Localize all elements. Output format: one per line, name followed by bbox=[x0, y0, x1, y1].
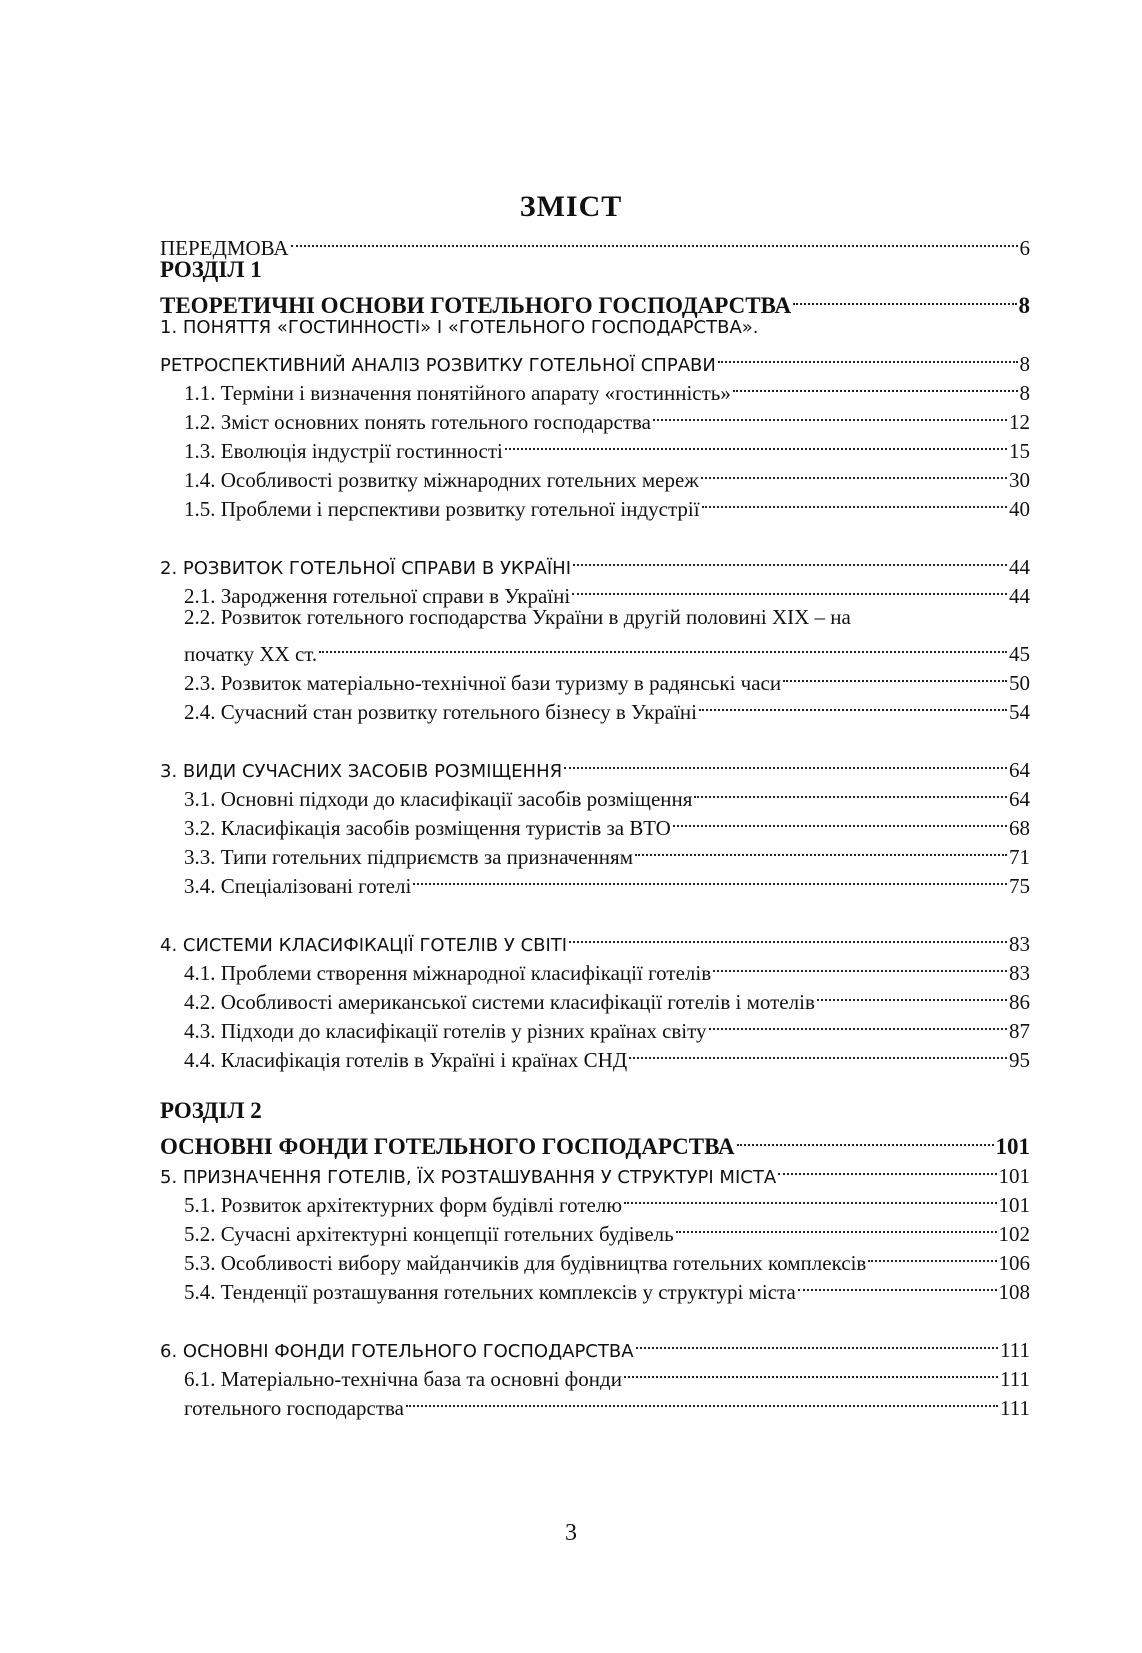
toc-entry-6-1-line1[interactable] bbox=[160, 1357, 1030, 1391]
dot-leader bbox=[713, 951, 1007, 980]
dot-leader bbox=[673, 806, 1007, 835]
entry-label: 6. ОСНОВНІ ФОНДИ ГОТЕЛЬНОГО ГОСПОДАРСТВА bbox=[160, 1341, 634, 1362]
entry-label: РОЗДІЛ 2 bbox=[160, 1098, 262, 1123]
dot-leader bbox=[569, 922, 1007, 951]
entry-page: 30 bbox=[1009, 468, 1030, 492]
entry-page: 111 bbox=[1000, 1396, 1030, 1420]
toc-entry-chapter-6[interactable] bbox=[160, 1328, 1030, 1362]
table-of-contents bbox=[160, 226, 1030, 1420]
dot-leader bbox=[709, 1009, 1007, 1038]
part-heading-1 bbox=[160, 255, 1030, 284]
dot-leader bbox=[406, 1386, 998, 1415]
toc-entry-1-3[interactable] bbox=[160, 429, 1030, 463]
toc-entry-1-1[interactable] bbox=[160, 371, 1030, 405]
entry-page: 111 bbox=[1000, 1367, 1030, 1391]
entry-label: 3.3. Типи готельних підприємств за призначенням bbox=[184, 845, 633, 869]
entry-page: 86 bbox=[1009, 990, 1030, 1014]
toc-entry-4-3[interactable] bbox=[160, 1009, 1030, 1043]
entry-label: ОСНОВНІ ФОНДИ ГОТЕЛЬНОГО ГОСПОДАРСТВА bbox=[160, 1134, 735, 1159]
toc-entry-chapter-3[interactable] bbox=[160, 748, 1030, 782]
entry-label: 1.5. Проблеми і перспективи розвитку готельної індустрії bbox=[184, 497, 700, 521]
entry-label: РОЗДІЛ 1 bbox=[160, 257, 262, 282]
toc-entry-5-1[interactable] bbox=[160, 1183, 1030, 1217]
toc-entry-1-5[interactable] bbox=[160, 487, 1030, 521]
toc-entry-3-4[interactable] bbox=[160, 864, 1030, 898]
toc-entry-2-2-line2[interactable] bbox=[160, 632, 1030, 666]
entry-page: 101 bbox=[998, 1164, 1030, 1188]
toc-entry-3-1[interactable] bbox=[160, 777, 1030, 811]
dot-leader bbox=[793, 284, 1016, 313]
entry-page: 64 bbox=[1009, 758, 1030, 782]
dot-leader bbox=[505, 429, 1007, 458]
toc-entry-chapter-4[interactable] bbox=[160, 922, 1030, 956]
dot-leader bbox=[868, 1241, 996, 1270]
entry-label: 2.1. Зародження готельної справи в Україні bbox=[184, 584, 571, 608]
entry-page: 95 bbox=[1009, 1048, 1030, 1072]
toc-entry-3-2[interactable] bbox=[160, 806, 1030, 840]
toc-entry-4-1[interactable] bbox=[160, 951, 1030, 985]
entry-label: 1.4. Особливості розвитку міжнародних готельних мереж bbox=[184, 468, 699, 492]
entry-label: 3. ВИДИ СУЧАСНИХ ЗАСОБІВ РОЗМІЩЕННЯ bbox=[160, 761, 563, 782]
toc-entry-2-3[interactable] bbox=[160, 661, 1030, 695]
dot-leader bbox=[737, 1125, 994, 1154]
dot-leader bbox=[733, 371, 1018, 400]
entry-label: 2. РОЗВИТОК ГОТЕЛЬНОЇ СПРАВИ В УКРАЇНІ bbox=[160, 558, 572, 579]
entry-page: 8 bbox=[1019, 381, 1030, 405]
entry-page: 71 bbox=[1009, 845, 1030, 869]
entry-page: 102 bbox=[998, 1222, 1030, 1246]
entry-page: 15 bbox=[1009, 439, 1030, 463]
entry-label: 5.4. Тенденції розташування готельних комплексів у структурі міста bbox=[184, 1280, 796, 1304]
dot-leader bbox=[699, 690, 1007, 719]
toc-entry-part-1-title[interactable] bbox=[160, 284, 1030, 318]
entry-label: 5. ПРИЗНАЧЕННЯ ГОТЕЛІВ, ЇХ РОЗТАШУВАННЯ У СТРУКТУРІ МІСТА bbox=[160, 1167, 777, 1188]
dot-leader bbox=[718, 342, 1018, 371]
toc-entry-4-4[interactable] bbox=[160, 1038, 1030, 1072]
entry-label: 4.4. Класифікація готелів в Україні і країнах СНД bbox=[184, 1048, 628, 1072]
dot-leader bbox=[624, 1357, 998, 1386]
entry-page: 6 bbox=[1019, 236, 1030, 260]
entry-page: 83 bbox=[1009, 961, 1030, 985]
dot-leader bbox=[783, 661, 1007, 690]
entry-page: 54 bbox=[1009, 700, 1030, 724]
entry-label: 2.2. Розвиток готельного господарства України в другій половині XIX – на bbox=[184, 605, 851, 629]
dot-leader bbox=[798, 1270, 997, 1299]
entry-page: 83 bbox=[1009, 932, 1030, 956]
entry-page: 75 bbox=[1009, 874, 1030, 898]
entry-label: 4.1. Проблеми створення міжнародної класифікації готелів bbox=[184, 961, 712, 985]
dot-leader bbox=[413, 864, 1007, 893]
toc-entry-3-3[interactable] bbox=[160, 835, 1030, 869]
entry-label: 4.2. Особливості американської системи класифікації готелів і мотелів bbox=[184, 990, 815, 1014]
entry-page: 45 bbox=[1009, 642, 1030, 666]
entry-page: 68 bbox=[1009, 816, 1030, 840]
dot-leader bbox=[629, 1038, 1007, 1067]
dot-leader bbox=[572, 574, 1007, 603]
toc-entry-1-4[interactable] bbox=[160, 458, 1030, 492]
dot-leader bbox=[624, 1183, 996, 1212]
dot-leader bbox=[573, 545, 1007, 574]
entry-page: 87 bbox=[1009, 1019, 1030, 1043]
part-heading-2 bbox=[160, 1096, 1030, 1125]
entry-label: 3.2. Класифікація засобів розміщення туристів за ВТО bbox=[184, 816, 671, 840]
entry-label: 1.2. Зміст основних понять готельного господарства bbox=[184, 410, 651, 434]
toc-entry-2-4[interactable] bbox=[160, 690, 1030, 724]
dot-leader bbox=[676, 1212, 997, 1241]
toc-entry-chapter-5[interactable] bbox=[160, 1154, 1030, 1188]
entry-page: 64 bbox=[1009, 787, 1030, 811]
entry-page: 101 bbox=[995, 1134, 1030, 1159]
chapter-heading-1-line1 bbox=[160, 313, 1030, 342]
entry-label: готельного господарства bbox=[184, 1396, 404, 1420]
toc-entry-2-2-line1[interactable] bbox=[160, 603, 1030, 632]
entry-label: 3.1. Основні підходи до класифікації засобів розміщення bbox=[184, 787, 693, 811]
dot-leader bbox=[564, 748, 1007, 777]
entry-label: 1.1. Терміни і визначення понятійного апарату «гостинність» bbox=[184, 381, 731, 405]
entry-label: ТЕОРЕТИЧНІ ОСНОВИ ГОТЕЛЬНОГО ГОСПОДАРСТВА bbox=[160, 293, 792, 318]
entry-label: 5.2. Сучасні архітектурні концепції готельних будівель bbox=[184, 1222, 674, 1246]
entry-page: 44 bbox=[1009, 555, 1030, 579]
entry-page: 8 bbox=[1019, 352, 1030, 376]
toc-entry-4-2[interactable] bbox=[160, 980, 1030, 1014]
entry-label: 4.3. Підходи до класифікації готелів у різних країнах світу bbox=[184, 1019, 707, 1043]
toc-entry-2-1[interactable] bbox=[160, 574, 1030, 608]
toc-entry-part-2-title[interactable] bbox=[160, 1125, 1030, 1159]
entry-label: 3.4. Спеціалізовані готелі bbox=[184, 874, 412, 898]
entry-label: початку XX ст. bbox=[184, 642, 318, 666]
entry-label: 1. ПОНЯТТЯ «ГОСТИННОСТІ» І «ГОТЕЛЬНОГО ГОСПОДАРСТВА». bbox=[160, 317, 759, 338]
entry-label: 4. СИСТЕМИ КЛАСИФІКАЦІЇ ГОТЕЛІВ У СВІТІ bbox=[160, 935, 568, 956]
toc-entry-chapter-1[interactable] bbox=[160, 342, 1030, 376]
entry-page: 111 bbox=[1000, 1338, 1030, 1362]
entry-page: 12 bbox=[1009, 410, 1030, 434]
dot-leader bbox=[702, 487, 1007, 516]
entry-page: 40 bbox=[1009, 497, 1030, 521]
toc-entry-5-3[interactable] bbox=[160, 1241, 1030, 1275]
dot-leader bbox=[653, 400, 1007, 429]
toc-entry-5-4[interactable] bbox=[160, 1270, 1030, 1304]
toc-title: ЗМІСТ bbox=[519, 190, 623, 223]
entry-label: 2.4. Сучасний стан розвитку готельного бізнесу в Україні bbox=[184, 700, 698, 724]
page-number: 3 bbox=[565, 1520, 577, 1546]
toc-entry-preface[interactable] bbox=[160, 226, 1030, 260]
entry-label: 5.3. Особливості вибору майданчиків для будівництва готельних комплексів bbox=[184, 1251, 867, 1275]
toc-entry-1-2[interactable] bbox=[160, 400, 1030, 434]
entry-label: 5.1. Розвиток архітектурних форм будівлі готелю bbox=[184, 1193, 623, 1217]
dot-leader bbox=[694, 777, 1007, 806]
entry-label: 1.3. Еволюція індустрії гостинності bbox=[184, 439, 503, 463]
entry-label: РЕТРОСПЕКТИВНИЙ АНАЛІЗ РОЗВИТКУ ГОТЕЛЬНОЇ СПРАВИ bbox=[160, 355, 716, 376]
entry-label: ПЕРЕДМОВА bbox=[160, 236, 289, 260]
dot-leader bbox=[701, 458, 1007, 487]
toc-entry-6-1-line2[interactable] bbox=[160, 1386, 1030, 1420]
entry-page: 8 bbox=[1018, 293, 1030, 318]
dot-leader bbox=[636, 1328, 999, 1357]
entry-page: 106 bbox=[998, 1251, 1030, 1275]
dot-leader bbox=[817, 980, 1007, 1009]
dot-leader bbox=[319, 632, 1007, 661]
dot-leader bbox=[291, 226, 1018, 255]
entry-label: 6.1. Матеріально-технічна база та основні фонди bbox=[184, 1367, 622, 1391]
entry-label: 2.3. Розвиток матеріально-технічної бази туризму в радянські часи bbox=[184, 671, 782, 695]
entry-page: 44 bbox=[1009, 584, 1030, 608]
toc-entry-5-2[interactable] bbox=[160, 1212, 1030, 1246]
entry-page: 108 bbox=[998, 1280, 1030, 1304]
entry-page: 50 bbox=[1009, 671, 1030, 695]
dot-leader bbox=[778, 1154, 996, 1183]
entry-page: 101 bbox=[998, 1193, 1030, 1217]
dot-leader bbox=[635, 835, 1007, 864]
toc-entry-chapter-2[interactable] bbox=[160, 545, 1030, 579]
